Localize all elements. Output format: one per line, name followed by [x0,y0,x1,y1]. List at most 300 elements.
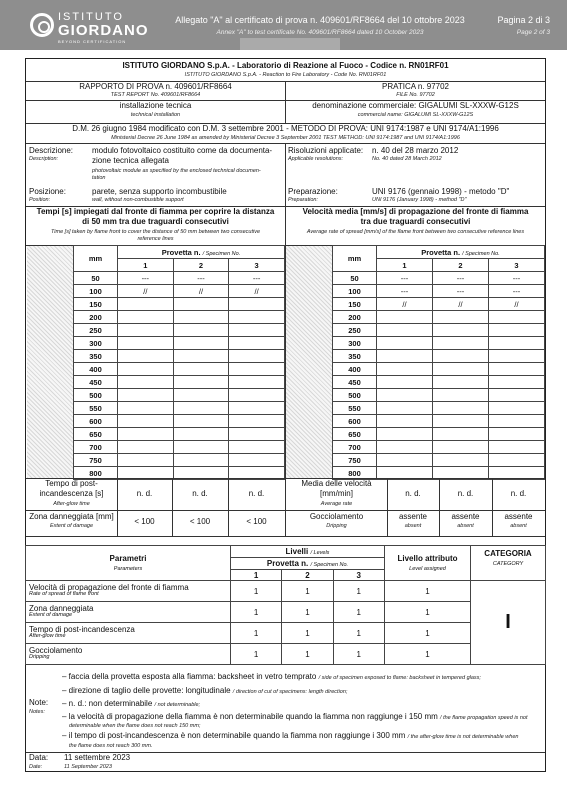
note-text-en: / the after-glow time is not determinable when [407,734,519,740]
time-cell [229,454,285,467]
page-number-en: Page 2 of 3 [516,29,550,36]
dripping-value: assente [504,512,533,521]
decree-method: D.M. 26 giugno 1984 modificato con D.M. 3 settembre 2001 - METODO DI PROVA: UNI 9174:1987 e UNI 9174/A1:1996 [72,124,499,133]
note-text-en: / direction of cut of specimens: length direction; [232,689,348,695]
divider [172,478,173,536]
time-cell: // [377,298,433,311]
specimen-header [118,246,285,259]
mm-value: 550 [333,402,377,415]
parameter-label: Zona danneggiata [29,603,94,613]
time-cell [432,415,488,428]
time-cell [488,324,544,337]
time-cell [173,324,229,337]
time-cell [118,454,174,467]
time-cell: --- [229,272,285,285]
description-en1: photovoltaic module as specified by the enclosed technical documen- [92,168,261,174]
table-row [74,389,285,402]
dripping-label-en: Dripping [326,523,347,529]
afterglow-value: n. d. [192,489,208,498]
table-row [333,389,545,402]
specimen-label-en: / Specimen No. [202,250,241,257]
time-cell [173,350,229,363]
time-cell [229,415,285,428]
time-cell [488,311,544,324]
levels-label: Livelli [285,547,309,556]
level-assigned-cell: 1 [385,623,471,644]
table-row [74,337,285,350]
afterglow-label2: incandescenza [s] [39,489,104,498]
left-table-title2: di 50 mm tra due traguardi consecutivi [82,217,229,226]
level-cell: 1 [282,644,333,665]
time-cell [118,415,174,428]
time-cell [173,454,229,467]
specimen-label-en: / Specimen No. [310,562,349,568]
parameter-label-en: Rate of spread of flame front [29,591,99,598]
time-cell [377,428,433,441]
specimen-header [231,558,385,570]
position-value: parete, senza supporto incombustibile [92,187,227,196]
parameter-label-en: Dripping [29,654,50,661]
time-cell: // [488,298,544,311]
specimen-col: 1 [377,259,433,272]
level-assigned-header [385,546,471,581]
speed-label1: Media delle velocità [301,479,372,488]
watermark-strip [240,38,340,52]
table-row [74,298,285,311]
time-cell [432,363,488,376]
level-cell: 1 [231,581,282,602]
mm-value: 150 [333,298,377,311]
page-number: Pagina 2 di 3 [497,15,550,25]
mm-value: 50 [74,272,118,285]
time-cell [377,350,433,363]
time-cell: // [118,285,174,298]
parameter-label: Tempo di post-incandescenza [29,624,135,634]
time-cell [229,311,285,324]
specimen-col: 3 [229,259,285,272]
time-cell: // [229,285,285,298]
level-assigned-label-en: Level assigned [409,566,446,572]
time-cell [488,454,544,467]
mm-value: 250 [333,324,377,337]
mm-value: 700 [333,441,377,454]
level-row [26,602,546,623]
hatch-area [27,246,73,478]
note-text: – la velocità di propagazione della fiamma è non determinabile quando la fiamma non raggiunge i 150 mm [62,712,438,721]
level-assigned-cell: 1 [385,602,471,623]
speed-label2: [mm/min] [320,489,353,498]
speed-value: n. d. [510,489,527,498]
divider [228,478,229,536]
preparation-label-en: Preparation: [288,197,318,203]
level-cell: 1 [333,581,384,602]
time-cell [118,337,174,350]
mm-value: 800 [74,467,118,480]
level-row [26,623,546,644]
mm-value: 500 [74,389,118,402]
table-row [74,272,285,285]
time-cell [118,441,174,454]
speed-label-en: Average rate [320,501,353,507]
time-cell [173,428,229,441]
table-row [333,298,545,311]
table-row [74,415,285,428]
time-cell [377,376,433,389]
mm-value: 450 [74,376,118,389]
level-assigned-cell: 1 [385,581,471,602]
time-cell [118,428,174,441]
time-cell [432,350,488,363]
left-table-title1: Tempi [s] impiegati dal fronte di fiamma per coprire la distanza [36,207,275,216]
left-table-title-en2: reference lines [137,236,174,242]
time-cell [173,441,229,454]
mm-header: mm [333,246,377,272]
level-cell: 1 [333,623,384,644]
resolutions-label: Risoluzioni applicate: [288,146,364,155]
time-cell [173,363,229,376]
parameter-label-en: Extent of damage [29,612,73,619]
date-label-en: Date: [29,764,43,770]
time-cell [432,402,488,415]
level-cell: 1 [231,644,282,665]
table-row [333,454,545,467]
left-table-title-en1: Time [s] taken by flame front to cover the distance of 50 mm between two consecutive [50,229,261,235]
dripping-value-en: absent [404,523,422,529]
mm-header: mm [74,246,118,272]
mm-value: 400 [74,363,118,376]
mm-value: 550 [74,402,118,415]
preparation-value-en: UNI 9176 (January 1998) - method "D" [372,197,467,203]
table-row [74,454,285,467]
note-2 [62,687,347,696]
time-cell [173,298,229,311]
header-title: Allegato "A" al certificato di prova n. 409601/RF8664 del 10 ottobre 2023 [175,15,465,25]
certificate-frame [25,58,546,772]
mm-value: 750 [333,454,377,467]
time-cell [488,389,544,402]
levels-header [231,546,385,558]
table-row [74,376,285,389]
time-cell [118,311,174,324]
mm-value: 100 [74,285,118,298]
time-cell: --- [118,272,174,285]
test-report-number-en: TEST REPORT No. 409601/RF8664 [110,92,201,98]
note-text: – direzione di taglio delle provette: longitudinale [62,686,231,695]
dripping-value-en: absent [457,523,474,529]
afterglow-value: n. d. [136,489,153,498]
time-cell [377,454,433,467]
time-cell [118,389,174,402]
time-cell: --- [173,272,229,285]
table-row [333,415,545,428]
date-value: 11 settembre 2023 [64,753,131,762]
mm-value: 300 [74,337,118,350]
parameters-label: Parametri [109,554,147,563]
description-line2: zione tecnica allegata [92,156,169,165]
note-text-en: / the flame propagation speed is not [440,715,528,721]
time-cell [173,389,229,402]
mm-value: 750 [74,454,118,467]
installation-type-en: technical installation [130,112,181,118]
specimen-label: Provetta n. [266,559,309,568]
file-number: PRATICA n. 97702 [382,82,449,91]
time-cell [377,402,433,415]
level-cell: 1 [282,602,333,623]
time-cell: --- [377,285,433,298]
time-cell [229,337,285,350]
table-row [74,324,285,337]
time-cell [118,363,174,376]
specimen-col: 3 [488,259,544,272]
level-row [26,581,546,602]
mm-value: 500 [333,389,377,402]
time-cell [229,324,285,337]
time-cell [488,402,544,415]
commercial-name: denominazione commerciale: GIGALUMI SL-XXXW-G12S [312,101,519,110]
note-5 [62,732,518,741]
speed-value: n. d. [405,489,421,498]
right-table-title2: tra due traguardi consecutivi [360,217,471,226]
specimen-col: 2 [173,259,229,272]
time-cell [432,389,488,402]
parameter-label-en: After-glow time [29,633,66,640]
table-row [333,350,545,363]
time-cell: // [173,285,229,298]
lab-title-en: ISTITUTO GIORDANO S.p.A. - Reaction to Fire Laboratory - Code No. RN01RF01 [184,72,387,78]
level-row [26,644,546,665]
time-cell [488,376,544,389]
lab-title: ISTITUTO GIORDANO S.p.A. - Laboratorio di Reazione al Fuoco - Codice n. RN01RF01 [122,61,449,70]
specimen-col: 2 [282,570,333,581]
level-cell: 1 [282,581,333,602]
table-row [74,285,285,298]
time-cell [118,298,174,311]
level-assigned-label: Livello attributo [397,554,458,563]
table-row [333,441,545,454]
time-cell [432,441,488,454]
mm-value: 450 [333,376,377,389]
dripping-value: assente [398,512,428,521]
time-cell [173,415,229,428]
resolutions-value: n. 40 del 28 marzo 2012 [372,146,459,155]
parameter-label: Gocciolamento [29,645,83,655]
mm-value: 250 [74,324,118,337]
position-label-en: Position: [29,197,51,203]
time-cell [377,441,433,454]
specimen-label-en: / Specimen No. [462,250,500,257]
time-cell [229,402,285,415]
time-cell [118,324,174,337]
time-cell [229,389,285,402]
time-cell: --- [488,272,544,285]
time-cell: --- [488,285,544,298]
time-cell [432,376,488,389]
installation-type: installazione tecnica [119,101,192,110]
damage-value: < 100 [246,517,267,526]
time-cell [118,350,174,363]
resolutions-label-en: Applicable resolutions: [288,156,344,162]
logo-icon [30,13,54,37]
speed-value: n. d. [457,489,474,498]
note-text: – il tempo di post-incandescenza è non determinabile quando la fiamma non raggiunge i 300 mm [62,731,406,740]
level-cell: 1 [231,602,282,623]
description-label-en: Description: [29,156,59,162]
right-table-title-en: Average rate of spread [mm/s] of the flame front between two consecutive reference lines [306,229,525,235]
table-row [74,428,285,441]
level-cell: 1 [333,644,384,665]
table-row [333,285,545,298]
time-cell [229,350,285,363]
category-label: CATEGORIA [484,549,532,558]
time-cell [432,454,488,467]
resolutions-value-en: No. 40 dated 28 March 2012 [372,156,442,162]
right-data-table [332,245,545,480]
level-cell: 1 [282,623,333,644]
specimen-header [377,246,545,259]
specimen-col: 3 [333,570,384,581]
table-row [333,428,545,441]
time-cell [173,376,229,389]
table-row [74,311,285,324]
time-cell [173,402,229,415]
table-row [333,363,545,376]
specimen-col: 1 [118,259,174,272]
time-cell [229,376,285,389]
time-cell [377,389,433,402]
mm-value: 350 [74,350,118,363]
table-row [333,337,545,350]
time-cell [488,415,544,428]
dripping-value: assente [451,512,480,521]
levels-label-en: / Levels [310,550,330,556]
damage-label: Zona danneggiata [mm] [29,512,114,521]
table-row [74,441,285,454]
note-text-en: / not determinable; [154,702,201,708]
time-cell [229,363,285,376]
note-5-en-cont: the flame does not reach 300 mm. [69,743,153,749]
level-cell: 1 [333,602,384,623]
note-text: – n. d.: non determinabile [62,699,153,708]
note-3 [62,700,200,709]
decree-method-en: Ministerial Decree 26 June 1984 as amended by Ministerial Decree 3 September 2001 TEST METHOD: UNI 9174:1987 and UNI 9174/A1:1996 [111,135,460,141]
time-cell [432,311,488,324]
mm-value: 650 [74,428,118,441]
mm-value: 800 [333,467,377,480]
time-cell [377,415,433,428]
damage-value: < 100 [189,517,211,526]
right-table-title1: Velocità media [mm/s] di propagazione del fronte di fiamma [302,207,529,216]
time-cell [118,402,174,415]
table-row [333,376,545,389]
mm-value: 200 [74,311,118,324]
specimen-col: 1 [231,570,282,581]
divider [26,478,545,479]
table-row [333,272,545,285]
specimen-col: 2 [432,259,488,272]
time-cell [432,428,488,441]
time-cell [377,311,433,324]
note-1 [62,673,481,682]
date-label: Data: [29,753,49,762]
time-cell [173,311,229,324]
notes-label: Note: [29,698,49,707]
divider [285,143,286,206]
mm-value: 50 [333,272,377,285]
mm-value: 350 [333,350,377,363]
file-number-en: FILE No. 97702 [396,92,435,98]
time-cell [173,337,229,350]
parameter-cell [26,602,231,623]
date-value-en: 11 September 2023 [64,764,112,770]
test-report-number: RAPPORTO DI PROVA n. 409601/RF8664 [79,82,232,91]
parameter-label: Velocità di propagazione del fronte di fiamma [29,582,189,592]
time-cell [488,363,544,376]
parameter-cell [26,623,231,644]
time-cell [229,428,285,441]
table-row [74,350,285,363]
level-cell: 1 [231,623,282,644]
specimen-label: Provetta n. [161,247,201,257]
time-cell [432,337,488,350]
table-row [74,363,285,376]
parameters-header [26,546,231,581]
divider [26,510,545,511]
left-data-table [73,245,285,480]
time-cell [488,441,544,454]
table-row [333,324,545,337]
mm-value: 150 [74,298,118,311]
time-cell: --- [432,272,488,285]
time-cell [377,337,433,350]
damage-value: < 100 [134,517,155,526]
afterglow-label-en: After-glow time [53,501,90,507]
mm-value: 200 [333,311,377,324]
dripping-value-en: absent [510,523,527,529]
time-cell: // [432,298,488,311]
mm-value: 600 [74,415,118,428]
divider [26,536,545,537]
table-row [333,402,545,415]
afterglow-label1: Tempo di post- [45,479,98,488]
hatch-area [286,246,332,478]
afterglow-value: n. d. [248,489,265,498]
time-cell [229,441,285,454]
damage-label-en: Extent of damage [49,523,94,529]
header-title-en: Annex "A" to test certificate No. 409601/RF8664 dated 10 October 2023 [216,29,424,36]
mm-value: 650 [333,428,377,441]
note-text: – faccia della provetta esposta alla fiamma: backsheet in vetro temprato [62,672,317,681]
time-cell [488,337,544,350]
mm-value: 700 [74,441,118,454]
table-row [333,311,545,324]
description-label: Descrizione: [29,146,74,155]
preparation-label: Preparazione: [288,187,338,196]
time-cell [229,298,285,311]
logo-text-giordano: GIORDANO [58,22,149,39]
position-label: Posizione: [29,187,66,196]
levels-table [25,545,546,665]
parameter-cell [26,581,231,602]
mm-value: 300 [333,337,377,350]
mm-value: 400 [333,363,377,376]
time-cell [488,428,544,441]
logo-text-istituto: ISTITUTO [58,11,124,23]
note-4-en-cont: determinable when the flame does not reach 150 mm; [69,723,201,729]
description-en2: tation [92,175,106,181]
dripping-label: Gocciolamento [309,512,364,521]
time-cell [432,324,488,337]
time-cell [488,350,544,363]
